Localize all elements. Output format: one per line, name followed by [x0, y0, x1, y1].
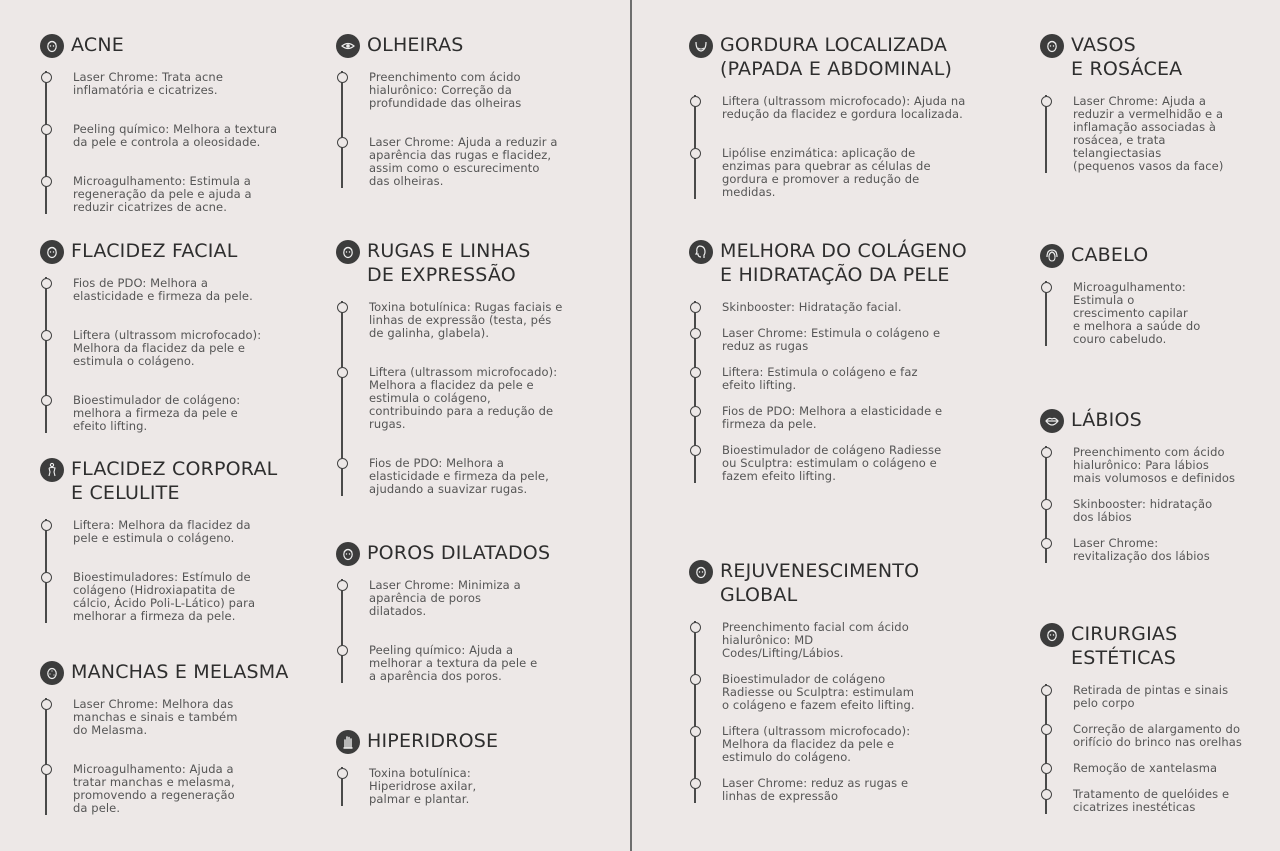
section-header — [336, 541, 606, 565]
timeline-item: Microagulhamento: Estimula o crescimento capilar e melhora a saúde do couro cabeludo. — [1073, 281, 1265, 346]
timeline-item: Preenchimento facial com ácido hialurônico: MD Codes/Lifting/Lábios. — [722, 621, 989, 660]
section-poros — [336, 541, 606, 683]
section-gordura — [689, 33, 989, 199]
timeline-list — [341, 71, 606, 188]
section-header — [336, 33, 606, 57]
timeline-list — [1045, 684, 1265, 814]
face-icon — [1040, 623, 1064, 647]
timeline-list — [45, 71, 300, 214]
section-header — [336, 239, 606, 287]
chin-icon — [689, 34, 713, 58]
section-title: GORDURA LOCALIZADA (PAPADA E ABDOMINAL) — [720, 34, 953, 80]
timeline-item: Laser Chrome: Trata acne inflamatória e cicatrizes. — [73, 71, 300, 97]
timeline-item: Microagulhamento: Estimula a regeneração da pele e ajuda a reduzir cicatrizes de acne. — [73, 175, 300, 214]
timeline-list — [694, 95, 989, 199]
face-icon — [40, 240, 64, 264]
timeline-list — [694, 301, 989, 483]
section-title: REJUVENESCIMENTO GLOBAL — [720, 560, 920, 606]
timeline-item: Retirada de pintas e sinais pelo corpo — [1073, 684, 1265, 710]
timeline-item: Bioestimulador de colágeno Radiesse ou Sculptra: estimulam o colágeno e fazem efeito lifting. — [722, 444, 989, 483]
section-rejuvenescimento — [689, 559, 989, 803]
section-title: FLACIDEZ CORPORAL E CELULITE — [71, 458, 278, 504]
timeline-item: Preenchimento com ácido hialurônico: Para lábios mais volumosos e definidos — [1073, 446, 1265, 485]
timeline-list — [45, 277, 300, 433]
section-cirurgias — [1040, 622, 1265, 814]
section-header — [689, 559, 989, 607]
section-colageno — [689, 239, 989, 483]
timeline-item: Laser Chrome: Ajuda a reduzir a vermelhidão e a inflamação associadas à rosácea, e trata telangiectasias (pequenos vasos da face) — [1073, 95, 1265, 173]
section-header — [1040, 408, 1265, 432]
timeline-item: Liftera: Melhora da flacidez da pele e estimula o colágeno. — [73, 519, 300, 545]
section-title: ACNE — [71, 34, 124, 56]
timeline-item: Peeling químico: Ajuda a melhorar a textura da pele e a aparência dos poros. — [369, 644, 606, 683]
section-title: MANCHAS E MELASMA — [71, 661, 289, 683]
section-title: LÁBIOS — [1071, 409, 1142, 431]
section-header — [1040, 243, 1265, 267]
section-olheiras — [336, 33, 606, 188]
section-title: RUGAS E LINHAS DE EXPRESSÃO — [367, 240, 531, 286]
timeline-item: Toxina botulínica: Rugas faciais e linhas de expressão (testa, pés de galinha, glabela). — [369, 301, 606, 340]
timeline-list — [1045, 446, 1265, 563]
face-profile-icon — [689, 240, 713, 264]
lips-icon — [1040, 409, 1064, 433]
timeline-item: Toxina botulínica: Hiperidrose axilar, palmar e plantar. — [369, 767, 606, 806]
timeline-item: Bioestimuladores: Estímulo de colágeno (Hidroxiapatita de cálcio, Ácido Poli-L-Lático) para melhorar a firmeza da pele. — [73, 571, 300, 623]
section-title: VASOS E ROSÁCEA — [1071, 34, 1183, 80]
section-header — [1040, 622, 1265, 670]
face-icon — [40, 34, 64, 58]
timeline-list — [1045, 95, 1265, 173]
section-title: POROS DILATADOS — [367, 542, 551, 564]
face-icon — [336, 240, 360, 264]
body-icon — [40, 458, 64, 482]
timeline-list — [341, 579, 606, 683]
section-title: HIPERIDROSE — [367, 730, 499, 752]
timeline-item: Remoção de xantelasma — [1073, 762, 1265, 775]
timeline-item: Liftera (ultrassom microfocado): Melhora da flacidez da pele e estimulo do colágeno. — [722, 725, 989, 764]
section-header — [40, 33, 300, 57]
timeline-item: Skinbooster: hidratação dos lábios — [1073, 498, 1265, 524]
timeline-item: Laser Chrome: Melhora das manchas e sinais e também do Melasma. — [73, 698, 300, 737]
face-icon — [1040, 34, 1064, 58]
timeline-item: Liftera (ultrassom microfocado): Ajuda na redução da flacidez e gordura localizada. — [722, 95, 989, 121]
timeline-list — [1045, 281, 1265, 346]
timeline-item: Peeling químico: Melhora a textura da pele e controla a oleosidade. — [73, 123, 300, 149]
timeline-item: Laser Chrome: revitalização dos lábios — [1073, 537, 1265, 563]
timeline-item: Fios de PDO: Melhora a elasticidade e firmeza da pele. — [722, 405, 989, 431]
face-spots-icon — [40, 661, 64, 685]
section-header — [40, 239, 300, 263]
timeline-list — [45, 519, 300, 623]
section-vasos — [1040, 33, 1265, 173]
timeline-item: Liftera (ultrassom microfocado): Melhora da flacidez da pele e estimula o colágeno. — [73, 329, 300, 368]
face-icon — [689, 560, 713, 584]
eye-icon — [336, 34, 360, 58]
section-title: CIRURGIAS ESTÉTICAS — [1071, 623, 1178, 669]
section-rugas — [336, 239, 606, 496]
timeline-item: Preenchimento com ácido hialurônico: Correção da profundidade das olheiras — [369, 71, 606, 110]
section-header — [40, 457, 300, 505]
section-labios — [1040, 408, 1265, 563]
timeline-item: Bioestimulador de colágeno: melhora a firmeza da pele e efeito lifting. — [73, 394, 300, 433]
timeline-item: Fios de PDO: Melhora a elasticidade e firmeza da pele. — [73, 277, 300, 303]
face-icon — [336, 542, 360, 566]
timeline-item: Microagulhamento: Ajuda a tratar manchas e melasma, promovendo a regeneração da pele. — [73, 763, 300, 815]
section-header — [1040, 33, 1265, 81]
hair-icon — [1040, 244, 1064, 268]
section-header — [689, 33, 989, 81]
timeline-item: Laser Chrome: Ajuda a reduzir a aparência das rugas e flacidez, assim como o escurecimento das olheiras. — [369, 136, 606, 188]
section-title: FLACIDEZ FACIAL — [71, 240, 238, 262]
section-title: OLHEIRAS — [367, 34, 464, 56]
section-acne — [40, 33, 300, 214]
hand-icon — [336, 730, 360, 754]
page-divider — [630, 0, 632, 851]
timeline-list — [341, 301, 606, 496]
section-title: MELHORA DO COLÁGENO E HIDRATAÇÃO DA PELE — [720, 240, 967, 286]
section-manchas — [40, 660, 300, 815]
section-header — [40, 660, 300, 684]
section-cabelo — [1040, 243, 1265, 346]
section-flacidez-facial — [40, 239, 300, 433]
section-header — [689, 239, 989, 287]
timeline-item: Laser Chrome: reduz as rugas e linhas de expressão — [722, 777, 989, 803]
section-header — [336, 729, 606, 753]
section-title: CABELO — [1071, 244, 1149, 266]
timeline-list — [45, 698, 300, 815]
timeline-item: Liftera: Estimula o colágeno e faz efeito lifting. — [722, 366, 989, 392]
timeline-list — [341, 767, 606, 806]
timeline-item: Liftera (ultrassom microfocado): Melhora a flacidez da pele e estimula o colágeno, contribuindo para a redução de rugas. — [369, 366, 606, 431]
timeline-item: Skinbooster: Hidratação facial. — [722, 301, 989, 314]
timeline-item: Fios de PDO: Melhora a elasticidade e firmeza da pele, ajudando a suavizar rugas. — [369, 457, 606, 496]
timeline-list — [694, 621, 989, 803]
timeline-item: Laser Chrome: Estimula o colágeno e reduz as rugas — [722, 327, 989, 353]
timeline-item: Laser Chrome: Minimiza a aparência de poros dilatados. — [369, 579, 606, 618]
timeline-item: Tratamento de quelóides e cicatrizes inestéticas — [1073, 788, 1265, 814]
timeline-item: Bioestimulador de colágeno Radiesse ou Sculptra: estimulam o colágeno e fazem efeito lifting. — [722, 673, 989, 712]
timeline-item: Correção de alargamento do orifício do brinco nas orelhas — [1073, 723, 1265, 749]
section-flacidez-corporal — [40, 457, 300, 623]
timeline-item: Lipólise enzimática: aplicação de enzimas para quebrar as células de gordura e promover a redução de medidas. — [722, 147, 989, 199]
section-hiperidrose — [336, 729, 606, 806]
